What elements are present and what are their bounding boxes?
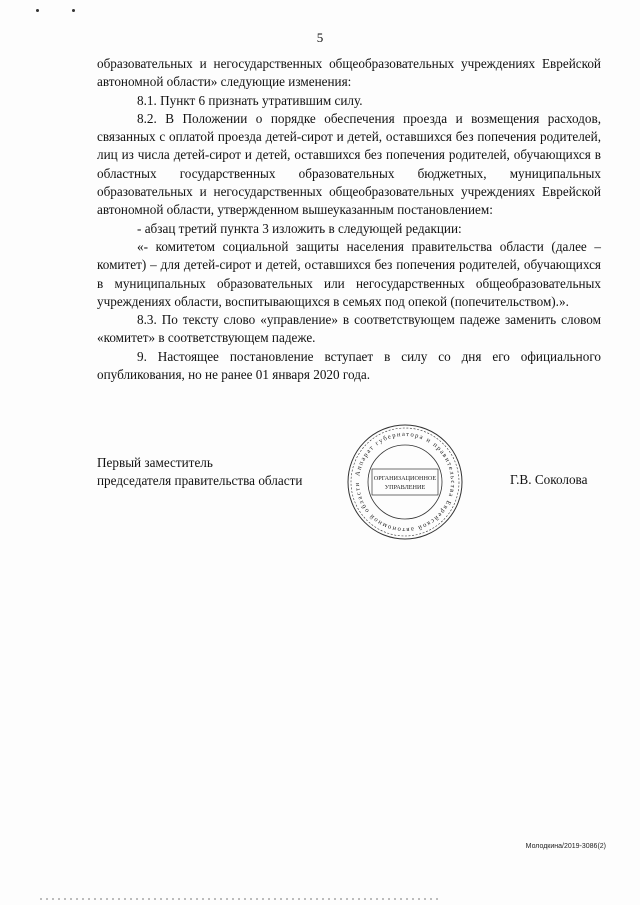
document-code: Молодкина/2019-3086(2): [525, 843, 606, 850]
signatory-name: Г.В. Соколова: [510, 472, 588, 487]
signatory-title: [97, 454, 302, 491]
signatory-title-line2: председателя правительства области: [97, 473, 303, 489]
official-seal: [345, 422, 465, 542]
scan-speck: [36, 9, 39, 12]
paragraph-amend-text: «- комитетом социальной защиты населения правительства области (далее – комитет) – для детей-сирот и детей, оставшихся без попечения родителей, обучающихся в муниципальных образовательных или негосударственных общеобразовательных учреждениях области, воспитывающихся в семьях под опекой (попечительством).».: [97, 238, 601, 309]
paragraph-9: 9. Настоящее постановление вступает в силу со дня его официального опубликования, но не ранее 01 января 2020 года.: [97, 348, 601, 383]
signatory-title-line1: Первый заместитель: [97, 455, 213, 470]
paragraph-8-1: 8.1. Пункт 6 признать утратившим силу.: [137, 92, 363, 108]
paragraph-amend-instruction: - абзац третий пункта 3 изложить в следующей редакции:: [137, 220, 462, 236]
scan-speck: [72, 9, 75, 12]
seal-ring-text: Аппарат губернатора и правительства Еврейской автономной области: [353, 430, 457, 534]
seal-center-line2: УПРАВЛЕНИЕ: [384, 484, 426, 491]
document-body: [97, 55, 601, 384]
paragraph-8-2: 8.2. В Положении о порядке обеспечения проезда и возмещения расходов, связанных с оплатой проезда детей-сирот и детей, оставшихся без попечения родителей, лиц из числа детей-сирот и детей, оставшихся без попечения родителей, обучающихся в областных государственных образовательных бюджетных, муниципальных образовательных и негосударственных общеобразовательных учреждениях Еврейской автономной области, утвержденном вышеуказанным постановлением:: [97, 110, 601, 218]
paragraph-8-3: 8.3. По тексту слово «управление» в соответствующем падеже заменить словом «комитет» в соответствующем падеже.: [97, 312, 601, 346]
paragraph-continuation: образовательных и негосударственных общеобразовательных учреждениях Еврейской автономной области» следующие изменения:: [97, 56, 601, 90]
seal-center-line1: ОРГАНИЗАЦИОННОЕ: [373, 475, 437, 482]
page-number: 5: [316, 30, 324, 45]
scan-edge-noise: [40, 898, 440, 900]
